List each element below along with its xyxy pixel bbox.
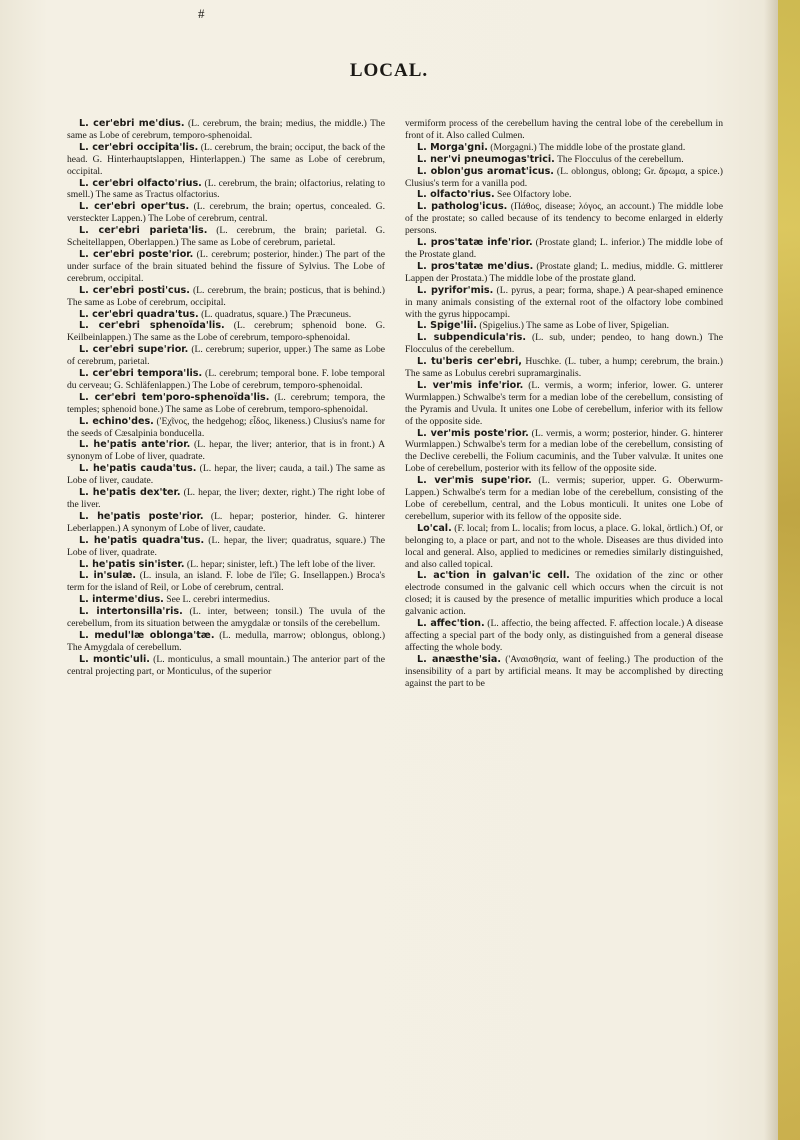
entry-headword: L. pros'tatæ me'dius.: [417, 260, 534, 272]
entry-definition: (L. quadratus, square.) The Præcuneus.: [201, 308, 352, 320]
dictionary-entry: [405, 570, 723, 618]
dictionary-entry: [67, 368, 385, 392]
entry-headword: L. patholog'icus.: [417, 201, 508, 213]
entry-headword: L. pros'tatæ infe'rior.: [417, 237, 533, 249]
dictionary-entry: [405, 189, 723, 201]
entry-headword: L. montic'uli.: [79, 653, 150, 665]
entry-definition: (L. cerebrum, the brain; olfactorius, relating to smell.) The same as Tractus olfactorius.: [67, 177, 386, 201]
dictionary-entry: [67, 249, 385, 285]
dictionary-entry: [67, 439, 385, 463]
entry-definition: (L. hepar; posterior, hinder. G. hinterer Leberlappen.) A synonym of Lobe of liver, caudate.: [67, 510, 385, 534]
entry-headword: L. cer'ebri olfacto'rius.: [79, 177, 202, 189]
dictionary-entry: [67, 344, 385, 368]
entry-headword: L. echino'des.: [79, 415, 154, 427]
entry-headword: L. ver'mis poste'rior.: [417, 427, 529, 439]
entry-headword: L. in'sulæ.: [79, 570, 137, 582]
entry-definition: (L. vermis, a worm; inferior, lower. G. unterer Wurmlappen.) Schwalbe's term for a median lobe of the cerebellum, consisting of the Pyramis and Uvula. It unites one Lobe of cerebellum, inferior with its fellow of the opposite side.: [405, 379, 724, 427]
dictionary-entry: [67, 320, 385, 344]
dictionary-entry: [67, 594, 385, 606]
entry-headword: L. olfacto'rius.: [417, 189, 495, 201]
entry-definition: (L. hepar, the liver; anterior, that is in front.) A synonym of Lobe of liver, quadrate.: [67, 439, 385, 463]
entry-definition: See L. cerebri intermedius.: [166, 594, 270, 606]
dictionary-entry: [405, 320, 723, 332]
left-column: [67, 118, 385, 678]
entry-definition: (L. sub, under; pendeo, to hang down.) The Flocculus of the cerebellum.: [405, 332, 723, 356]
entry-definition: (Πάθος, disease; λόγος, an account.) The middle lobe of the prostate; so called because of its tendency to become enlarged in elderly persons.: [405, 201, 723, 237]
entry-headword: L. ver'mis infe'rior.: [417, 379, 524, 391]
dictionary-entry: [67, 630, 385, 654]
entry-headword: L. cer'ebri me'dius.: [79, 118, 185, 129]
dictionary-entry: [405, 428, 723, 476]
entry-headword: L. he'patis sin'ister.: [79, 558, 185, 570]
entry-headword: L. affec'tion.: [417, 618, 485, 630]
entry-headword: L. cer'ebri parieta'lis.: [79, 225, 208, 237]
entry-definition: (L. hepar; sinister, left.) The left lobe of the liver.: [186, 558, 376, 570]
dictionary-entry: [67, 225, 385, 249]
dictionary-entry: [67, 416, 385, 440]
dictionary-entry: [67, 511, 385, 535]
entry-headword: L. cer'ebri sphenoïda'lis.: [79, 320, 225, 332]
entry-headword: L. interme'dius.: [79, 594, 164, 606]
entry-definition: (L. cerebrum; temporal bone. F. lobe temporal du cerveau; G. Schläfenlappen.) The Lobe of cerebrum, temporo-sphenoidal.: [67, 368, 385, 391]
entry-headword: L. tu'beris cer'ebri,: [417, 356, 522, 368]
dictionary-entry: [405, 201, 723, 237]
entry-headword: L. he'patis cauda'tus.: [79, 463, 197, 475]
dictionary-entry: [67, 285, 385, 309]
entry-headword: L. cer'ebri poste'rior.: [79, 248, 194, 260]
dictionary-entry: [67, 178, 385, 202]
entry-definition: (Prostate gland; L. medius, middle. G. mittlerer Lappen der Prostata.) The middle lobe of the prostate gland.: [405, 260, 723, 284]
dictionary-entry: [67, 463, 385, 487]
entry-definition: (L. vermis; superior, upper. G. Oberwurm-Lappen.) Schwalbe's term for a median lobe of the cerebellum, consisting of the Lobe of cerebellum, central, and the Lobus monticuli. It unites one Lobe of cerebellum, superior with its fellow of the opposite side.: [405, 475, 723, 522]
dictionary-entry: [405, 166, 723, 190]
page-edge-strip: [778, 0, 800, 1140]
entry-headword: L. cer'ebri tempora'lis.: [79, 368, 203, 380]
entry-definition: (L. cerebrum, the brain; occiput, the back of the head. G. Hinterhauptslappen, Hinterlappen.) The same as Lobe of cerebrum, occipital.: [67, 141, 385, 177]
entry-headword: L. cer'ebri supe'rior.: [79, 344, 189, 356]
dictionary-entry: [405, 154, 723, 166]
running-head: LOCAL.: [349, 60, 429, 81]
entry-definition: (L. cerebrum; posterior, hinder.) The part of the under surface of the brain situated behind the fissure of Sylvius. The Lobe of cerebrum, occipital.: [67, 248, 386, 284]
entry-definition: (L. insula, an island. F. lobe de l'île; G. Insellappen.) Broca's term for the island of Reil, or Lobe of cerebrum, central.: [67, 570, 385, 594]
dictionary-entry: [405, 261, 723, 285]
entry-definition: (L. hepar, the liver; cauda, a tail.) The same as Lobe of liver, caudate.: [67, 463, 385, 487]
dictionary-entry: [405, 618, 723, 654]
entry-definition: (L. cerebrum, the brain; posticus, that is behind.) The same as Lobe of cerebrum, occipital.: [67, 284, 386, 308]
entry-headword: L. pyrifor'mis.: [417, 284, 494, 296]
dictionary-entry: [405, 285, 723, 321]
entry-headword: L. ac'tion in galvan'ic cell.: [417, 570, 570, 582]
dictionary-entry: [67, 535, 385, 559]
dictionary-entry: [67, 559, 385, 571]
entry-headword: L. cer'ebri quadra'tus.: [79, 308, 199, 320]
entry-definition: (L. pyrus, a pear; forma, shape.) A pear-shaped eminence in many animals consisting of the external root of the olfactory lobe combined with the gyrus hippocampi.: [405, 284, 723, 320]
entry-definition: vermiform process of the cerebellum having the central lobe of the cerebellum in front of it. Also called Culmen.: [405, 118, 723, 141]
entry-headword: L. Spige'lii.: [417, 320, 477, 332]
entry-headword: L. intertonsilla'ris.: [79, 606, 183, 618]
entry-definition: (L. oblongus, oblong; Gr. ἄρωμα, a spice.) Clusius's term for a vanilla pod.: [405, 165, 723, 189]
dictionary-entry: [67, 606, 385, 630]
entry-definition: (L. cerebrum, the brain; parietal. G. Scheitellappen, Oberlappen.) The same as Lobe of cerebrum, parietal.: [67, 225, 385, 249]
page-edge-shadow: [764, 0, 778, 1140]
entry-headword: L. subpendicula'ris.: [417, 332, 526, 344]
dictionary-entry: [67, 142, 385, 178]
right-column: [405, 118, 723, 690]
entry-headword: L. cer'ebri oper'tus.: [79, 201, 190, 213]
dictionary-entry: [405, 118, 723, 142]
entry-definition: (L. medulla, marrow; oblongus, oblong.) The Amygdala of cerebellum.: [67, 629, 386, 653]
dictionary-entry: [67, 392, 385, 416]
dictionary-entry: [405, 142, 723, 154]
entry-headword: L. cer'ebri posti'cus.: [79, 284, 190, 296]
dictionary-entry: [405, 523, 723, 571]
dictionary-entry: [405, 356, 723, 380]
entry-headword: L. he'patis poste'rior.: [79, 510, 204, 522]
entry-headword: L. he'patis ante'rior.: [79, 439, 191, 451]
entry-definition: See Olfactory lobe.: [497, 189, 572, 201]
entry-headword: L. oblon'gus aromat'icus.: [417, 165, 554, 177]
dictionary-entry: [405, 654, 723, 690]
entry-definition: The oxidation of the zinc or other electrode consumed in the galvanic cell which occurs when the circuit is not closed; it is caused by the presence of metallic impurities which produce a local galvanic action.: [405, 570, 723, 618]
entry-definition: (Prostate gland; L. inferior.) The middle lobe of the Prostate gland.: [405, 237, 723, 260]
entry-headword: L. cer'ebri tem'poro-sphenoïda'lis.: [79, 391, 270, 403]
dictionary-entry: [67, 201, 385, 225]
entry-headword: Lo'cal.: [417, 522, 452, 534]
entry-definition: (L. cerebrum; superior, upper.) The same as Lobe of cerebrum, parietal.: [67, 344, 385, 368]
entry-definition: (L. hepar, the liver; quadratus, square.) The Lobe of liver, quadrate.: [67, 534, 385, 558]
entry-definition: (L. hepar, the liver; dexter, right.) The right lobe of the liver.: [67, 487, 385, 510]
entry-definition: (L. cerebrum, the brain; medius, the middle.) The same as Lobe of cerebrum, temporo-sphenoidal.: [67, 118, 385, 141]
entry-headword: L. anæsthe'sia.: [417, 653, 501, 665]
entry-definition: (L. cerebrum; sphenoid bone. G. Keilbeinlappen.) The same as the Lobe of cerebrum, temporo-sphenoidal.: [67, 320, 385, 344]
dictionary-entry: [405, 332, 723, 356]
dictionary-entry: [67, 487, 385, 511]
entry-headword: L. medul'læ oblonga'tæ.: [79, 629, 215, 641]
dictionary-entry: [405, 237, 723, 261]
entry-headword: L. Morga'gni.: [417, 141, 488, 153]
dictionary-entry: [67, 570, 385, 594]
entry-definition: (F. local; from L. localis; from locus, a place. G. lokal, örtlich.) Of, or belonging to, a place or part, and not to the whole. Diseases are thus divided into local and general. Also, applied to medicines or remedies similarly distinguished, and also called topical.: [405, 522, 723, 570]
dictionary-entry: [67, 654, 385, 678]
entry-definition: (L. cerebrum; tempora, the temples; sphenoid bone.) The same as Lobe of cerebrum, temporo-sphenoidal.: [67, 391, 385, 415]
stray-mark: #: [198, 6, 205, 21]
dictionary-entry: [405, 380, 723, 428]
entry-definition: (L. vermis, a worm; posterior, hinder. G. hinterer Wurmlappen.) Schwalbe's term for a median lobe of the cerebellum, consisting of the Declive cerebelli, the Folium cacuminis, and the Tuber valvulæ. It unites one Lobe of cerebellum, posterior with its fellow of the opposite side.: [405, 427, 723, 475]
entry-headword: L. he'patis quadra'tus.: [79, 534, 205, 546]
entry-headword: L. cer'ebri occipita'lis.: [79, 141, 199, 153]
dictionary-entry: [405, 475, 723, 523]
entry-headword: L. ner'vi pneumogas'trici.: [417, 153, 555, 165]
entry-definition: (L. monticulus, a small mountain.) The anterior part of the central projecting part, or Monticulus, of the superior: [67, 653, 385, 677]
dictionary-entry: [67, 118, 385, 142]
entry-definition: (L. cerebrum, the brain; opertus, concealed. G. versteckter Lappen.) The Lobe of cerebrum, central.: [67, 201, 385, 225]
entry-definition: (Morgagni.) The middle lobe of the prostate gland.: [490, 141, 686, 153]
entry-headword: L. ver'mis supe'rior.: [417, 475, 532, 487]
entry-definition: (L. affectio, the being affected. F. affection locale.) A disease affecting a special part of the body only, as distinguished from a general disease affecting the whole body.: [405, 618, 724, 653]
entry-definition: ('Εχῖνος, the hedgehog; εἶδος, likeness.) Clusius's name for the seeds of Cæsalpinia bonducella.: [67, 415, 385, 439]
dictionary-entry: [67, 309, 385, 321]
entry-definition: (Spigelius.) The same as Lobe of liver, Spigelian.: [479, 320, 670, 332]
entry-headword: L. he'patis dex'ter.: [79, 487, 181, 499]
entry-definition: (L. inter, between; tonsil.) The uvula of the cerebellum, from its situation between the amygdalæ or tonsils of the cerebellum.: [67, 606, 385, 630]
entry-definition: The Flocculus of the cerebellum.: [557, 153, 684, 165]
entry-definition: ('Αναισθησία, want of feeling.) The production of the insensibility of a part by artificial means. It may be accomplished by directing against the part to be: [405, 653, 723, 689]
entry-definition: Huschke. (L. tuber, a hump; cerebrum, the brain.) The same as Lobulus cerebri supramarginalis.: [405, 356, 724, 380]
